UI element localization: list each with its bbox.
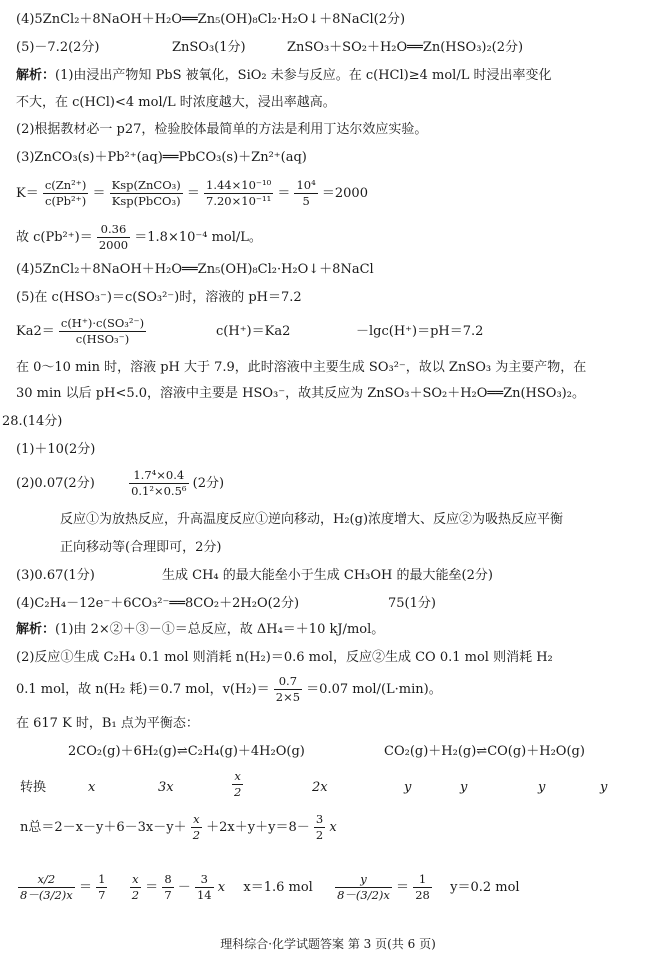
q28-analysis-1-text: (1)由 2×②＋③－①＝总反应，故 ΔH₄＝＋10 kJ/mol。 <box>55 622 385 637</box>
analysis-1 <box>16 68 552 84</box>
denominator: 2 <box>131 888 140 902</box>
denominator: 28 <box>415 888 430 902</box>
ka2-expression <box>16 314 146 350</box>
k-symbol: K＝ <box>16 186 39 201</box>
fraction-simplified <box>294 179 317 208</box>
q28-answer-2 <box>16 466 224 502</box>
reaction-c2h4: 2CO₂(g)＋6H₂(g)⇌C₂H₄(g)＋4H₂O(g) <box>68 744 305 759</box>
total-moles <box>20 810 337 846</box>
q28-answer-3-reason: 生成 CH₄ 的最大能垒小于生成 CH₃OH 的最大能垒(2分) <box>162 568 493 583</box>
q28-answer-3: (3)0.67(1分) <box>16 568 95 583</box>
analysis-5-detail-cont: 30 min 以后 pH<5.0，溶液中主要是 HSO₃⁻，故其反应为 ZnSO₃＋SO₂＋H₂O══Zn(HSO₃)₂。 <box>16 386 585 401</box>
numerator: 3 <box>315 812 324 826</box>
fraction-one-seventh <box>96 873 107 902</box>
total-moles-prefix: n总＝2－x－y＋6－3x－y＋ <box>20 820 187 835</box>
equals: ＝ <box>396 880 410 895</box>
analysis-4-equation: (4)5ZnCl₂＋8NaOH＋H₂O══Zn₅(OH)₈Cl₂·H₂O↓＋8NaCl <box>16 262 374 277</box>
fraction-c2h4-ratio <box>18 873 75 902</box>
equals: ＝ <box>78 880 92 895</box>
fraction-ksp-values <box>204 179 273 208</box>
denominator: Ksp(PbCO₃) <box>111 194 181 208</box>
answer-5-ph: (5)－7.2(2分) <box>16 40 100 55</box>
fraction-three-fourteenths <box>195 873 214 902</box>
denominator: 7.20×10⁻¹¹ <box>206 194 272 208</box>
analysis-label: 解析： <box>16 622 56 637</box>
numerator: 0.7 <box>274 675 302 690</box>
page-footer: 理科综合·化学试题答案 第 3 页(共 6 页) <box>220 937 436 951</box>
conv-co2-2: y <box>404 780 412 795</box>
denominator: c(Pb²⁺) <box>45 194 87 208</box>
conv-co2: x <box>88 780 96 795</box>
answer-5-equation: ZnSO₃＋SO₂＋H₂O══Zn(HSO₃)₂(2分) <box>287 40 524 55</box>
question-28-header: 28.(14分) <box>2 414 63 429</box>
conv-h2o: 2x <box>312 780 328 795</box>
denominator: 8－(3/2)x <box>20 888 73 902</box>
reaction-co: CO₂(g)＋H₂(g)⇌CO(g)＋H₂O(g) <box>384 744 585 759</box>
numerator: c(Zn²⁺) <box>44 178 87 192</box>
analysis-5-detail: 在 0～10 min 时，溶液 pH 大于 7.9，此时溶液中主要生成 SO₃²⁻，故以 ZnSO₃ 为主要产物，在 <box>16 360 587 375</box>
denominator: 8－(3/2)x <box>337 888 390 902</box>
y-result: y＝0.2 mol <box>450 880 520 895</box>
fraction-half-x <box>130 873 141 902</box>
x-var: x <box>217 880 226 895</box>
q28-answer-4-value: 75(1分) <box>388 596 436 611</box>
numerator: Ksp(ZnCO₃) <box>111 178 181 192</box>
numerator: 0.36 <box>97 223 130 238</box>
ka2-symbol: Ka2＝ <box>16 324 55 339</box>
analysis-3-equation: (3)ZnCO₃(s)＋Pb²⁺(aq)══PbCO₃(s)＋Zn²⁺(aq) <box>16 150 307 165</box>
rate-result: ＝0.07 mol/(L·min)。 <box>306 682 442 697</box>
fraction-ka2 <box>59 317 146 346</box>
numerator: x <box>232 770 243 785</box>
minus: － <box>177 880 191 895</box>
denominator: 2×5 <box>275 690 301 704</box>
numerator: 1 <box>98 872 106 886</box>
conv-c2h4 <box>232 770 243 799</box>
q28-answer-4-equation: (4)C₂H₄－12e⁻＋6CO₃²⁻══8CO₂＋2H₂O(2分) <box>16 596 300 611</box>
analysis-label: 解析： <box>16 68 56 83</box>
fraction-co-ratio <box>335 873 392 902</box>
fraction-half-x <box>232 770 243 799</box>
analysis-1-text: (1)由浸出产物知 PbS 被氧化，SiO₂ 未参与反应。在 c(HCl)≥4 mol/L 时浸出率变化 <box>55 68 552 83</box>
numerator: 8 <box>164 872 172 886</box>
ph-equation: －lgc(H⁺)＝pH＝7.2 <box>356 324 484 339</box>
equals: ＝ <box>186 186 200 201</box>
fraction-conc-ratio <box>43 179 89 208</box>
q28-answer-1: (1)＋10(2分) <box>16 442 96 457</box>
numerator: y <box>335 873 392 888</box>
fraction-half-x <box>191 813 202 842</box>
denominator: 2000 <box>98 238 129 252</box>
denominator: 14 <box>196 888 212 902</box>
q28-reason-cont: 正向移动等(合理即可，2分) <box>60 540 222 555</box>
denominator: 7 <box>164 888 172 902</box>
denominator: 2 <box>315 828 324 842</box>
conv-h2-2: y <box>460 780 468 795</box>
conv-h2: 3x <box>158 780 174 795</box>
numerator: 3 <box>195 873 214 888</box>
denominator: c(HSO₃⁻) <box>75 332 130 346</box>
conv-co: y <box>538 780 546 795</box>
k-result: ＝2000 <box>321 186 368 201</box>
fraction-one-twentyeighth <box>413 873 432 902</box>
x-result: x＝1.6 mol <box>243 880 313 895</box>
numerator: c(H⁺)·c(SO₃²⁻) <box>60 316 145 330</box>
fraction-rate <box>274 675 302 704</box>
equals: ＝ <box>277 186 291 201</box>
denominator: 0.1²×0.5⁶ <box>131 484 187 498</box>
analysis-1-cont: 不大，在 c(HCl)<4 mol/L 时浓度越大，浸出率越高。 <box>16 95 336 110</box>
q28-reason: 反应①为放热反应，升高温度反应①逆向移动，H₂(g)浓度增大、反应②为吸热反应平衡 <box>60 512 564 527</box>
conv-h2o-2: y <box>600 780 608 795</box>
numerator: 1.7⁴×0.4 <box>129 469 188 484</box>
answer-5-product: ZnSO₃(1分) <box>172 40 246 55</box>
numerator: 1.44×10⁻¹⁰ <box>206 178 272 192</box>
denominator: 7 <box>98 888 106 902</box>
q28-answer-2-score: (2分) <box>192 476 225 491</box>
k-expression <box>16 176 368 212</box>
fraction-pb-conc <box>97 223 130 252</box>
fraction-kp <box>129 469 188 498</box>
total-moles-middle: ＋2x＋y＋y＝8－ <box>206 820 310 835</box>
analysis-2: (2)根据教材必一 p27，检验胶体最简单的方法是利用丁达尔效应实验。 <box>16 122 428 137</box>
denominator: 2 <box>234 785 242 799</box>
rate-prefix: 0.1 mol，故 n(H₂ 耗)＝0.7 mol，v(H₂)＝ <box>16 682 270 697</box>
equals: ＝ <box>145 880 159 895</box>
equilibrium-intro: 在 617 K 时，B₁ 点为平衡态： <box>16 716 199 731</box>
fraction-eight-sevenths <box>162 873 173 902</box>
numerator: x <box>130 873 141 888</box>
numerator: x <box>191 813 202 828</box>
q28-analysis-2: (2)反应①生成 C₂H₄ 0.1 mol 则消耗 n(H₂)＝0.6 mol，反应②生成 CO 0.1 mol 则消耗 H₂ <box>16 650 553 665</box>
q28-analysis-2-rate <box>16 672 442 708</box>
analysis-5: (5)在 c(HSO₃⁻)＝c(SO₃²⁻)时，溶液的 pH＝7.2 <box>16 290 302 305</box>
denominator: 5 <box>302 194 310 208</box>
equals: ＝ <box>92 186 106 201</box>
numerator: 1 <box>413 873 432 888</box>
pb-conc-prefix: 故 c(Pb²⁺)＝ <box>16 230 93 245</box>
q28-answer-2-value: (2)0.07(2分) <box>16 476 95 491</box>
fraction-three-halves <box>314 813 325 842</box>
total-moles-x: x <box>329 820 337 835</box>
pb-concentration <box>16 220 262 256</box>
numerator: 10⁴ <box>296 178 316 192</box>
numerator: x/2 <box>18 873 75 888</box>
fraction-ksp-ratio <box>110 179 183 208</box>
conversion-label: 转换 <box>20 780 47 795</box>
solve-xy <box>18 862 520 914</box>
q28-analysis-1 <box>16 622 384 638</box>
denominator: 2 <box>192 828 201 842</box>
answer-4: (4)5ZnCl₂＋8NaOH＋H₂O══Zn₅(OH)₈Cl₂·H₂O↓＋8NaCl(2分) <box>16 12 406 27</box>
pb-conc-result: ＝1.8×10⁻⁴ mol/L。 <box>134 230 262 245</box>
h-conc-equals-ka2: c(H⁺)＝Ka2 <box>216 324 291 339</box>
